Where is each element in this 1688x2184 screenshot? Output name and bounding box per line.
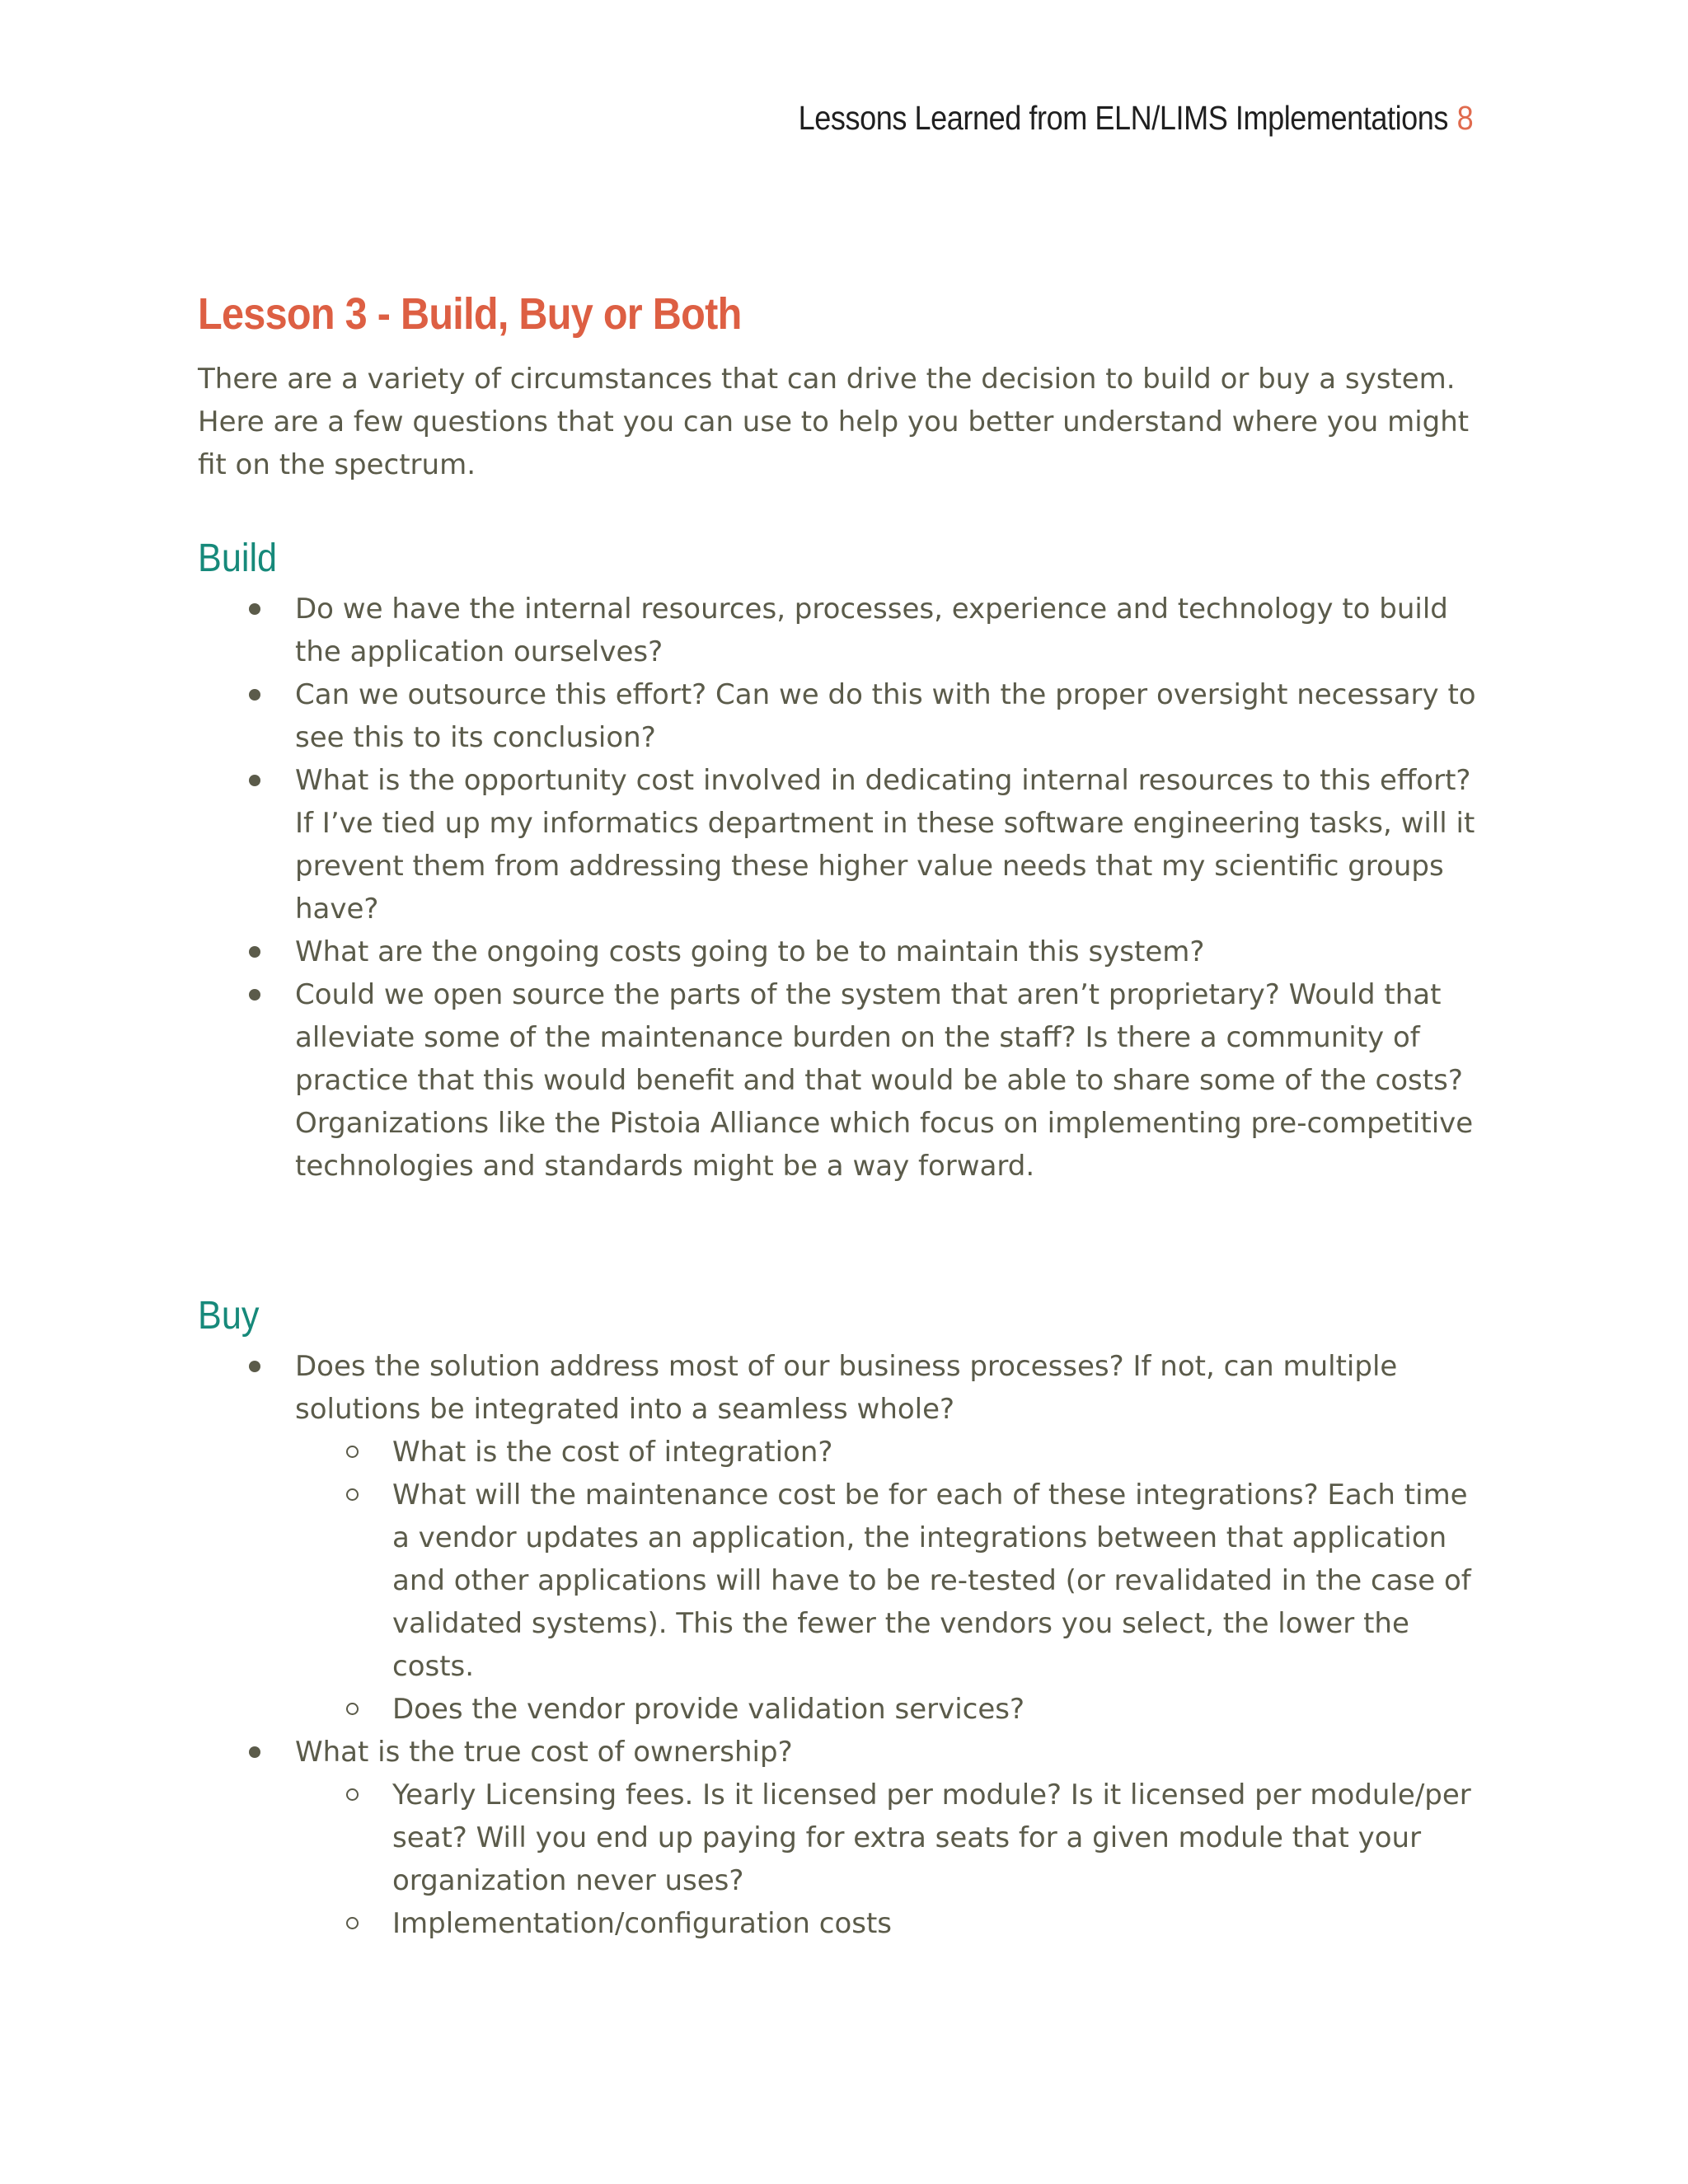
bullet-icon (249, 775, 260, 786)
list-item (198, 588, 1484, 673)
list-item (198, 759, 1484, 930)
sub-list-item-text: Yearly Licensing fees. Is it licensed per module? Is it licensed per module/per seat? Will you end up paying for extra seats for a given module that your organization never uses? (392, 1779, 1471, 1897)
list-item-text: Does the solution address most of our business processes? If not, can multiple solutions be integrated into a seamless whole? (295, 1350, 1398, 1426)
hollow-bullet-icon (346, 1788, 359, 1801)
page-header (798, 99, 1473, 138)
list-item-text: Could we open source the parts of the system that aren’t proprietary? Would that alleviate some of the maintenance burden on the staff? Is there a community of practice that this would benefit and that would be able to share some of the costs? Organizations like the Pistoia Alliance which focus on implementing pre-competitive technologies and standards might be a way forward. (295, 978, 1474, 1183)
sub-list-item (295, 1902, 1484, 1945)
sub-list-item-text: What will the maintenance cost be for each of these integrations? Each time a vendor updates an application, the integrations between that application and other applications will have to be re-tested (or revalidated in the case of validated systems). This the fewer the vendors you select, the lower the costs. (392, 1479, 1471, 1683)
sub-list-item-text: What is the cost of integration? (392, 1436, 833, 1469)
list-item-text: Do we have the internal resources, processes, experience and technology to build the application ourselves? (295, 593, 1448, 668)
sub-list-item (295, 1431, 1484, 1474)
bullet-icon (249, 989, 260, 1001)
buy-list (198, 1345, 1484, 1945)
build-heading: Build (198, 537, 278, 580)
build-list (198, 588, 1484, 1188)
hollow-bullet-icon (346, 1703, 359, 1715)
list-item (198, 1731, 1484, 1945)
list-item-text: What are the ongoing costs going to be to maintain this system? (295, 935, 1205, 968)
sub-list-item (295, 1774, 1484, 1902)
hollow-bullet-icon (346, 1917, 359, 1929)
hollow-bullet-icon (346, 1446, 359, 1458)
list-item (198, 673, 1484, 759)
list-item (198, 973, 1484, 1188)
list-item (198, 1345, 1484, 1731)
lesson-intro: There are a variety of circumstances that can drive the decision to build or buy a system. Here are a few questions that you can use to help you better understand where you might fit on the spectrum. (198, 363, 1470, 481)
bullet-icon (249, 1361, 260, 1372)
bullet-icon (249, 603, 260, 615)
document-title: Lessons Learned from ELN/LIMS Implementations (798, 99, 1448, 137)
list-item (198, 930, 1484, 973)
page-content (198, 288, 1484, 1945)
bullet-icon (249, 1746, 260, 1758)
list-item-text: Can we outsource this effort? Can we do this with the proper oversight necessary to see this to its conclusion? (295, 678, 1476, 754)
buy-heading: Buy (198, 1294, 260, 1338)
list-item-text: What is the opportunity cost involved in dedicating internal resources to this effort? If I’ve tied up my informatics department in these software engineering tasks, will it prevent them from addressing these higher value needs that my scientific groups have? (295, 764, 1475, 926)
sub-list (295, 1431, 1484, 1731)
list-item-text: What is the true cost of ownership? (295, 1736, 793, 1769)
sub-list-item-text: Does the vendor provide validation services? (392, 1693, 1025, 1726)
sub-list-item-text: Implementation/configuration costs (392, 1907, 893, 1940)
lesson-title: Lesson 3 - Build, Buy or Both (198, 289, 742, 339)
bullet-icon (249, 689, 260, 701)
sub-list (295, 1774, 1484, 1945)
hollow-bullet-icon (346, 1488, 359, 1501)
sub-list-item (295, 1688, 1484, 1731)
page-number: 8 (1456, 99, 1473, 137)
bullet-icon (249, 946, 260, 958)
sub-list-item (295, 1474, 1484, 1688)
